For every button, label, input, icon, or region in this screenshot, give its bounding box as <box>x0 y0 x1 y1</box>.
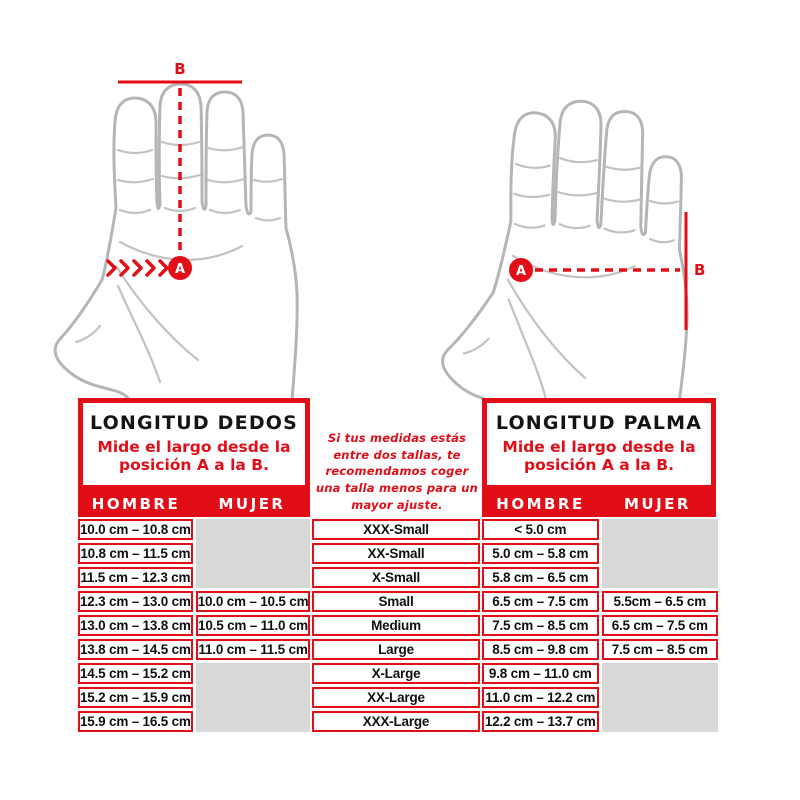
finger-mujer-empty-block <box>196 519 311 588</box>
size-column <box>312 519 480 732</box>
palm-mujer-cell: 5.5cm – 6.5 cm <box>602 591 719 612</box>
size-cell: Medium <box>312 615 480 636</box>
finger-hombre-cell: 10.8 cm – 11.5 cm <box>78 543 193 564</box>
palm-hombre-cell: 5.0 cm – 5.8 cm <box>482 543 599 564</box>
finger-hombre-cell: 14.5 cm – 15.2 cm <box>78 663 193 684</box>
size-cell: X-Small <box>312 567 480 588</box>
palm-hombre-cell: 11.0 cm – 12.2 cm <box>482 687 599 708</box>
size-cell: X-Large <box>312 663 480 684</box>
finger-hombre-cell: 12.3 cm – 13.0 cm <box>78 591 193 612</box>
palm-hombre-cell: 5.8 cm – 6.5 cm <box>482 567 599 588</box>
finger-hombre-cell: 13.0 cm – 13.8 cm <box>78 615 193 636</box>
finger-mujer-cell: 10.5 cm – 11.0 cm <box>196 615 311 636</box>
finger-hombre-cell: 15.9 cm – 16.5 cm <box>78 711 193 732</box>
size-cell: XXX-Small <box>312 519 480 540</box>
palm-table-subtitle: Mide el largo desde la posición A a la B. <box>502 437 696 475</box>
finger-hombre-cell: 13.8 cm – 14.5 cm <box>78 639 193 660</box>
finger-hombre-cell: 11.5 cm – 12.3 cm <box>78 567 193 588</box>
finger-table-rows <box>78 519 310 732</box>
palm-mujer-empty-block <box>602 663 719 732</box>
size-cell: XX-Large <box>312 687 480 708</box>
finger-mujer-cell: 11.0 cm – 11.5 cm <box>196 639 311 660</box>
palm-mujer-header: MUJER <box>624 494 691 513</box>
sizing-advice-note: Si tus medidas estás entre dos tallas, te recomendamos coger una talla menos para un mayor ajuste. <box>315 431 479 512</box>
size-cell: XXX-Large <box>312 711 480 732</box>
finger-table-columns <box>78 490 310 517</box>
finger-table-header <box>78 398 310 490</box>
palm-hombre-cell: 12.2 cm – 13.7 cm <box>482 711 599 732</box>
finger-mujer-empty-block <box>196 663 311 732</box>
size-cell: XX-Small <box>312 543 480 564</box>
palm-mujer-cell: 7.5 cm – 8.5 cm <box>602 639 719 660</box>
finger-table-title: LONGITUD DEDOS <box>89 411 299 434</box>
palm-hombre-cell: 7.5 cm – 8.5 cm <box>482 615 599 636</box>
palm-table-header <box>482 398 716 490</box>
palm-mujer-empty-block <box>602 519 719 588</box>
finger-hombre-header: HOMBRE <box>91 494 181 513</box>
size-cell: Large <box>312 639 480 660</box>
palm-hombre-header: HOMBRE <box>496 494 585 513</box>
right-hand-diagram <box>440 55 750 400</box>
palm-table-title: LONGITUD PALMA <box>495 411 703 434</box>
label-b: B <box>174 60 186 78</box>
palm-table-rows <box>482 519 718 732</box>
finger-mujer-header: MUJER <box>218 494 286 513</box>
finger-mujer-cell: 10.0 cm – 10.5 cm <box>196 591 311 612</box>
palm-hombre-cell: 6.5 cm – 7.5 cm <box>482 591 599 612</box>
palm-table-columns <box>482 490 716 517</box>
finger-hombre-cell: 15.2 cm – 15.9 cm <box>78 687 193 708</box>
palm-hombre-cell: < 5.0 cm <box>482 519 599 540</box>
palm-mujer-cell: 6.5 cm – 7.5 cm <box>602 615 719 636</box>
palm-hombre-cell: 8.5 cm – 9.8 cm <box>482 639 599 660</box>
finger-hombre-cell: 10.0 cm – 10.8 cm <box>78 519 193 540</box>
palm-hombre-cell: 9.8 cm – 11.0 cm <box>482 663 599 684</box>
label-a: A <box>515 264 527 279</box>
size-cell: Small <box>312 591 480 612</box>
label-b: B <box>694 261 706 279</box>
finger-table-subtitle: Mide el largo desde la posición A a la B. <box>97 437 291 475</box>
left-hand-diagram <box>30 42 340 400</box>
label-a: A <box>174 262 186 277</box>
